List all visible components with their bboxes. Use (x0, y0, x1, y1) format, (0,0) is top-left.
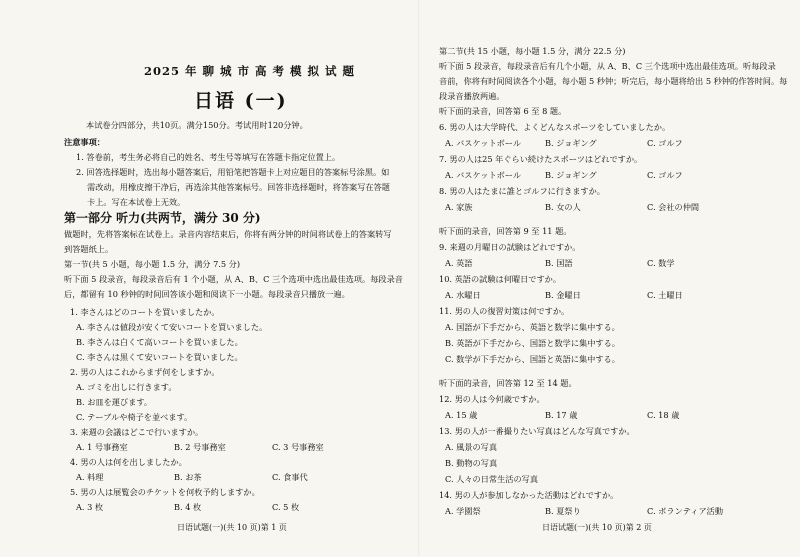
part1-desc-line: 做题时，先将答案标在试卷上。录音内容结束后，你将有两分钟的时间将试卷上的答案转写 (64, 229, 392, 239)
question-14: 14. 男の人が参加しなかった活動はどれですか。 (439, 490, 619, 500)
option: B. 17 歳 (545, 410, 578, 420)
option: C. 会社の仲間 (647, 202, 700, 212)
option: C. 人々の日常生活の写真 (445, 474, 539, 484)
option: A. 3 枚 (76, 502, 104, 512)
option: A. 1 号事務室 (76, 442, 128, 452)
option: C. 5 枚 (272, 502, 300, 512)
option: A. 15 歳 (445, 410, 478, 420)
option: C. テーブルや椅子を並べます。 (76, 412, 193, 422)
group-heading: 听下面的录音，回答第 12 至 14 题。 (439, 378, 577, 388)
option: C. 18 歳 (647, 410, 680, 420)
option: B. 2 号事務室 (174, 442, 226, 452)
option: C. 数学が下手だから、国語と英語に集中する。 (445, 354, 620, 364)
option: C. ボランティア活動 (647, 506, 724, 516)
option: A. 水曜日 (445, 290, 481, 300)
question-2: 2. 男の人はこれからまず何をしますか。 (70, 367, 220, 377)
intro-text: 本试卷分四部分，共10页。满分150分。考试用时120分钟。 (86, 120, 308, 130)
section2-title: 第二节(共 15 小题，每小题 1.5 分，满分 22.5 分) (439, 46, 626, 56)
section1-desc-line: 后，都留有 10 秒钟的时间回答该小题和阅读下一小题。每段录音只播放一遍。 (64, 289, 350, 299)
option: A. 英語 (445, 258, 473, 268)
question-6: 6. 男の人は大学時代、よくどんなスポーツをしていましたか。 (439, 122, 671, 132)
option: B. 金曜日 (545, 290, 581, 300)
question-3: 3. 来週の会議はどこで行いますか。 (70, 427, 204, 437)
option: B. 李さんは白くて高いコートを買いました。 (76, 337, 243, 347)
subject-title: 日语 (一) (194, 90, 288, 112)
group-heading: 听下面的录音，回答第 6 至 8 题。 (439, 106, 567, 116)
option: B. 4 枚 (174, 502, 202, 512)
notice-line: 卡上。写在本试卷上无效。 (87, 197, 186, 207)
notice-line: 2. 回答选择题时，选出每小题答案后，用铅笔把答题卡上对应题目的答案标号涂黑。如 (76, 167, 390, 177)
option: A. 家族 (445, 202, 473, 212)
option: B. 動物の写真 (445, 458, 498, 468)
question-13: 13. 男の人が一番撮りたい写真はどんな写真ですか。 (439, 426, 635, 436)
option: A. 学園祭 (445, 506, 481, 516)
section1-desc-line: 听下面 5 段录音，每段录音后有 1 个小题，从 A、B、C 三个选项中选出最佳选项。每段录音 (64, 274, 403, 284)
option: A. 国語が下手だから、英語と数学に集中する。 (445, 322, 620, 332)
section1-title: 第一节(共 5 小题，每小题 1.5 分，满分 7.5 分) (64, 259, 241, 269)
page-footer: 日语试题(一)(共 10 页)第 1 页 (177, 523, 287, 532)
option: B. ジョギング (545, 138, 597, 148)
page-footer: 日语试题(一)(共 10 页)第 2 页 (542, 523, 652, 532)
question-1: 1. 李さんはどのコートを買いましたか。 (70, 307, 220, 317)
part1-desc-line: 到答题纸上。 (64, 244, 114, 254)
option: B. お茶 (174, 472, 202, 482)
option: B. 国語 (545, 258, 573, 268)
question-11: 11. 男の人の復習対策は何ですか。 (439, 306, 570, 316)
option: B. お皿を運びます。 (76, 397, 153, 407)
option: C. 土曜日 (647, 290, 683, 300)
option: C. 数学 (647, 258, 675, 268)
page-fold (418, 0, 420, 557)
option: B. ジョギング (545, 170, 597, 180)
question-9: 9. 来週の月曜日の試験はどれですか。 (439, 242, 581, 252)
question-8: 8. 男の人はたまに誰とゴルフに行きますか。 (439, 186, 605, 196)
question-4: 4. 男の人は何を出しましたか。 (70, 457, 187, 467)
option: C. ゴルフ (647, 138, 683, 148)
option: C. 李さんは黒くて安いコートを買いました。 (76, 352, 243, 362)
exam-title: 2025 年 聊 城 市 高 考 模 拟 试 题 (144, 64, 356, 78)
option: A. 風景の写真 (445, 442, 498, 452)
option: C. 食事代 (272, 472, 308, 482)
option: B. 女の人 (545, 202, 581, 212)
option: A. ゴミを出しに行きます。 (76, 382, 177, 392)
question-5: 5. 男の人は展覧会のチケットを何枚予約しますか。 (70, 487, 260, 497)
option: C. 3 号事務室 (272, 442, 324, 452)
group-heading: 听下面的录音，回答第 9 至 11 题。 (439, 226, 572, 236)
section2-desc-line: 听下面 5 段录音，每段录音后有几个小题，从 A、B、C 三个选项中选出最佳选项。听每段录 (439, 61, 776, 71)
notice-line: 需改动，用橡皮擦干净后，再选涂其他答案标号。回答非选择题时，将答案写在答题 (87, 182, 390, 192)
option: A. 料理 (76, 472, 104, 482)
section2-desc-line: 音前，你将有时间阅读各个小题，每小题 5 秒钟；听完后，每小题将给出 5 秒钟的作答时间。每 (439, 76, 788, 86)
section2-desc-line: 段录音播放两遍。 (439, 91, 505, 101)
notice-heading: 注意事项： (64, 137, 105, 147)
question-12: 12. 男の人は今何歳ですか。 (439, 394, 545, 404)
notice-line: 1. 答卷前，考生务必将自己的姓名、考生号等填写在答题卡指定位置上。 (76, 152, 341, 162)
question-10: 10. 英語の試験は何曜日ですか。 (439, 274, 562, 284)
option: A. バスケットボール (445, 170, 522, 180)
part1-title: 第一部分 听力(共两节，满分 30 分) (64, 211, 261, 225)
option: A. バスケットボール (445, 138, 522, 148)
question-7: 7. 男の人は25 年ぐらい続けたスポーツはどれですか。 (439, 154, 643, 164)
option: C. ゴルフ (647, 170, 683, 180)
option: B. 夏祭り (545, 506, 581, 516)
option: A. 李さんは値段が安くて安いコートを買いました。 (76, 322, 268, 332)
option: B. 英語が下手だから、国語と数学に集中する。 (445, 338, 620, 348)
